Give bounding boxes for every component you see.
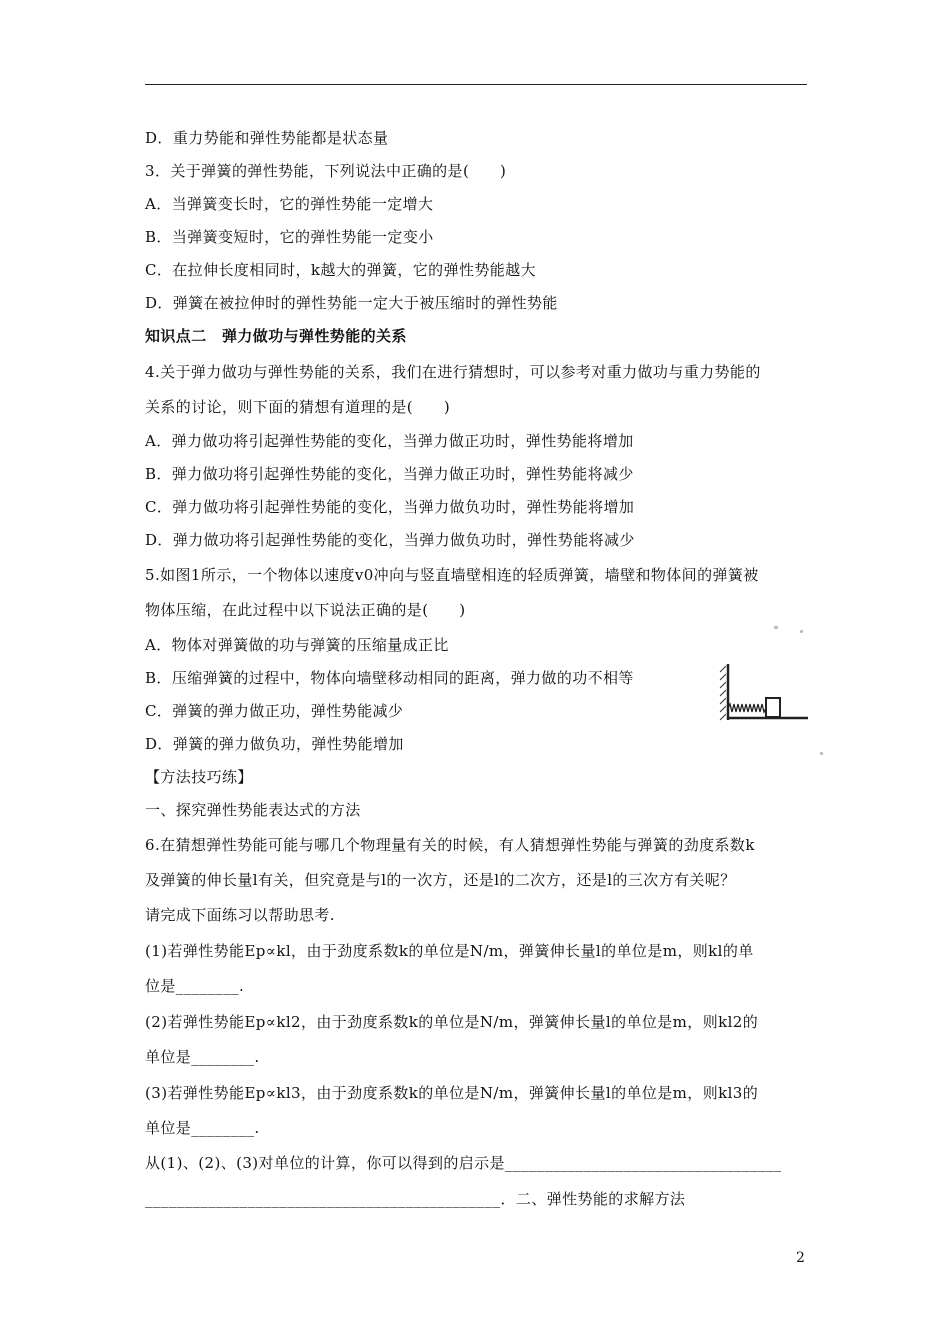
section-heading: 知识点二 弹力做功与弹性势能的关系	[145, 327, 407, 345]
option-line: C．弹力做功将引起弹性势能的变化，当弹力做负功时，弹性势能将增加	[145, 498, 635, 516]
question-line: 物体压缩，在此过程中以下说法正确的是( )	[145, 601, 466, 619]
page-number: 2	[796, 1250, 805, 1266]
option-line: B．当弹簧变短时，它的弹性势能一定变小	[145, 228, 434, 246]
question-line: _____________________________________________．二、弹性势能的求解方法	[145, 1190, 686, 1208]
question-line: 位是________.	[145, 977, 245, 995]
question-line: 关系的讨论，则下面的猜想有道理的是( )	[145, 398, 451, 416]
spring-wall-figure	[716, 660, 812, 728]
question-line: (2)若弹性势能Ep∝kl2，由于劲度系数k的单位是N/m，弹簧伸长量l的单位是m，则kl2的	[145, 1013, 759, 1031]
option-line: C．在拉伸长度相同时，k越大的弹簧，它的弹性势能越大	[145, 261, 536, 279]
question-line: 及弹簧的伸长量l有关，但究竟是与l的一次方，还是l的二次方，还是l的三次方有关呢？	[145, 871, 736, 889]
section-heading: 【方法技巧练】	[145, 768, 253, 786]
question-line: 6.在猜想弹性势能可能与哪几个物理量有关的时候，有人猜想弹性势能与弹簧的劲度系数k	[145, 836, 755, 854]
option-line: D．弹簧的弹力做负功，弹性势能增加	[145, 735, 404, 753]
subsection-heading: 一、探究弹性势能表达式的方法	[145, 801, 361, 819]
scan-speck	[820, 752, 823, 755]
question-line: 5.如图1所示，一个物体以速度v0冲向与竖直墙壁相连的轻质弹簧，墙壁和物体间的弹簧被	[145, 566, 759, 584]
option-line: C．弹簧的弹力做正功，弹性势能减少	[145, 702, 404, 720]
option-line: B．弹力做功将引起弹性势能的变化，当弹力做正功时，弹性势能将减少	[145, 465, 634, 483]
question-line: 请完成下面练习以帮助思考.	[145, 906, 335, 924]
question-line: 单位是________.	[145, 1048, 260, 1066]
question-line: 单位是________.	[145, 1119, 260, 1137]
option-line: D．弹簧在被拉伸时的弹性势能一定大于被压缩时的弹性势能	[145, 294, 558, 312]
option-line: D．重力势能和弹性势能都是状态量	[145, 129, 389, 147]
scan-speck	[800, 630, 803, 633]
question-line: 4.关于弹力做功与弹性势能的关系，我们在进行猜想时，可以参考对重力做功与重力势能的	[145, 363, 761, 381]
option-line: B．压缩弹簧的过程中，物体向墙壁移动相同的距离，弹力做的功不相等	[145, 669, 634, 687]
option-line: A．当弹簧变长时，它的弹性势能一定增大	[145, 195, 434, 213]
question-line: 3．关于弹簧的弹性势能，下列说法中正确的是( )	[145, 162, 507, 180]
question-line: 从(1)、(2)、(3)对单位的计算，你可以得到的启示是___________________________________	[145, 1154, 782, 1172]
question-line: (3)若弹性势能Ep∝kl3，由于劲度系数k的单位是N/m，弹簧伸长量l的单位是m，则kl3的	[145, 1084, 759, 1102]
option-line: D．弹力做功将引起弹性势能的变化，当弹力做负功时，弹性势能将减少	[145, 531, 635, 549]
option-line: A．弹力做功将引起弹性势能的变化，当弹力做正功时，弹性势能将增加	[145, 432, 634, 450]
header-rule	[145, 84, 807, 85]
option-line: A．物体对弹簧做的功与弹簧的压缩量成正比	[145, 636, 449, 654]
question-line: (1)若弹性势能Ep∝kl，由于劲度系数k的单位是N/m，弹簧伸长量l的单位是m，则kl的单	[145, 942, 754, 960]
scan-speck	[774, 626, 778, 629]
